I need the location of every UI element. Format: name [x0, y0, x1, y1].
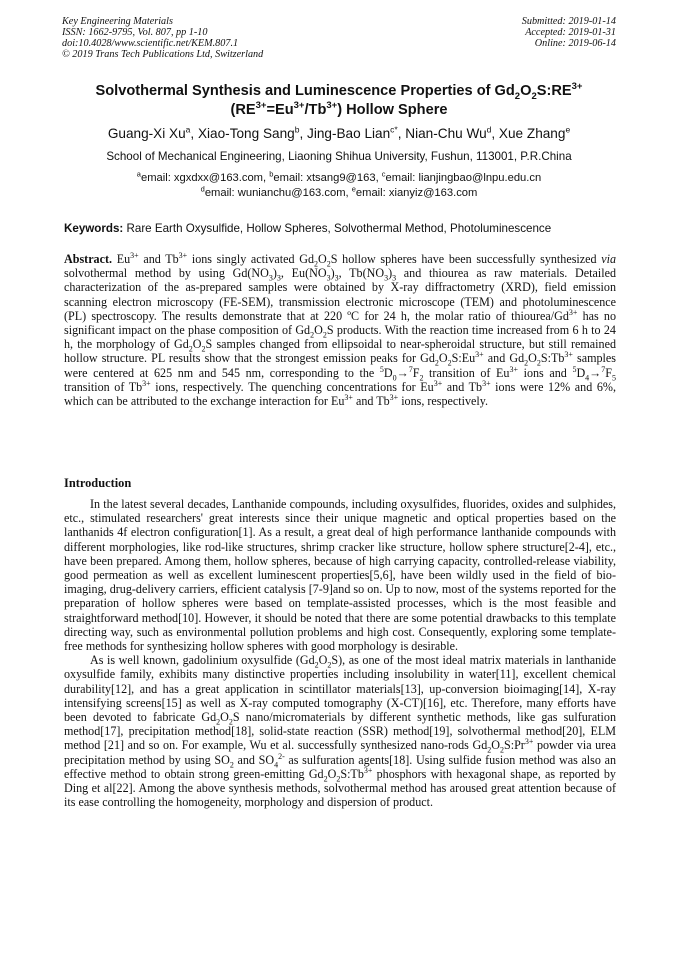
paper-title: Solvothermal Synthesis and Luminescence Properties of $Gd_2O_2S:RE^{3+}$ $(RE^{3+}=Eu^{3+}/Tb^{3+})$ Hollow Sphere — [95, 81, 583, 118]
keywords — [64, 222, 620, 236]
author: Nian-Chu Wu$^d$, — [405, 124, 499, 141]
author: Jing-Bao Lian$^{c*}$, — [307, 124, 406, 141]
affiliation: School of Mechanical Engineering, Liaoning Shihua University, Fushun, 113001, P.R.China — [106, 150, 572, 163]
introduction-heading: Introduction — [64, 476, 132, 490]
author: Xiao-Tong Sang$^b$, — [197, 124, 308, 141]
author: Xue Zhang$^e$ — [498, 124, 571, 141]
keywords-label: Keywords: — [64, 222, 124, 235]
introduction-body — [64, 497, 616, 809]
author-emails — [30, 171, 648, 201]
paragraph: In the latest several decades, Lanthanide compounds, including oxysulfides, fluorides, oxides and sulphides, etc., stimulated researchers' great interests since their unique magnetic and optical properties based on the lanthanids 4f electron configuration[1]. As a result, a great deal of high performance lanthanide compounds with different morphologies, like rod-like structures, shrimp cracker like structure, hollow sphere structure[2-4], etc., have been prepared. Among them, hollow spheres, because of high carrying capacity, controlled-release viability, good permeation as well as excellent luminescent properties[5,6], have been wildly used in the field of bio-imaging, drug-delivery carriers, efficient catalysis [7-9]and so on. Up to now, most of the systems reported for the preparation of hollow spheres were based on template-assisted processes, which is the most feasible and straightforward method[10]. However, it should be noted that there are some potential drawbacks to this template directing way, such as environmental pollution problems and high cost. Consequently, exploring some template-free methods for synthesizing hollow spheres with good morphology is desirable. — [64, 497, 616, 654]
abstract — [64, 252, 616, 408]
abstract-label: Abstract. — [64, 252, 113, 266]
doi-line: doi:10.4028/www.scientific.net/KEM.807.1 — [62, 38, 239, 49]
journal-header — [62, 16, 263, 60]
accepted-date: Accepted: 2019-01-31 — [525, 27, 616, 38]
abstract-text: $Eu^{3+}$ and $Tb^{3+}$ ions singly activated $Gd_2O_2S$ hollow spheres have been successfully synthesized via solvothermal method by using $Gd(NO_3)_3$, $Eu(NO_3)_3$, $Tb(NO_3)_3$ and thiourea as raw materials. Detailed characterization of the as-prepared samples were obtained by X-ray diffractometry (XRD), field emission scanning electron microscopy (FE-SEM), transmission electronic microscope (TEM) and photoluminescence (PL) spectroscopy. The results demonstrate that at 220 ºC for 24 h, the molar ratio of thiourea/$Gd^{3+}$ has no significant impact on the phase composition of $Gd_2O_2S$ products. With the reaction time increased from 6 h to 24 h, the morphology of $Gd_2O_2S$ samples changed from ellipsoidal to near-spheroidal structure, but still remained hollow structure. PL results show that the strongest emission peaks for $Gd_2O_2S:Eu^{3+}$ and $Gd_2O_2S:Tb^{3+}$ samples were centered at 625 nm and 545 nm, corresponding to the $^5D_0\to^7F_2$ transition of $Eu^{3+}$ ions and $^5D_4\to^7F_5$ transition of $Tb^{3+}$ ions, respectively. The quenching concentrations for $Eu^{3+}$ and $Tb^{3+}$ ions were 12% and 6%, which can be attributed to the exchange interaction for $Eu^{3+}$ and $Tb^{3+}$ ions, respectively. — [64, 250, 616, 409]
author: Guang-Xi Xu$^a$, — [107, 124, 198, 141]
journal-name: Key Engineering Materials — [62, 16, 173, 27]
submitted-date: Submitted: 2019-01-14 — [521, 16, 616, 27]
author-list — [30, 125, 648, 142]
issn-line: ISSN: 1662-9795, Vol. 807, pp 1-10 — [62, 27, 208, 38]
keywords-text: Rare Earth Oxysulfide, Hollow Spheres, Solvothermal Method, Photoluminescence — [123, 222, 552, 235]
email-line: $^a$email: xgxdxx@163.com, $^b$email: xtsang9@163, $^c$email: lianjingbao@lnpu.edu.cn — [136, 169, 542, 184]
dates-header — [522, 16, 616, 49]
copyright-line: © 2019 Trans Tech Publications Ltd, Switzerland — [62, 49, 264, 60]
email-line: $^d$email: wunianchu@163.com, $^e$email: xianyiz@163.com — [200, 184, 478, 199]
paragraph: As is well known, gadolinium oxysulfide $(Gd_2O_2S)$, as one of the most ideal matrix materials in lanthanide oxysulfide family, exhibits many distinctive properties including insolubility in water[11], excellent chemical durability[12], and has a great application in scintillator materials[13], up-conversion bioimaging[14], X-ray intensifying screens[15] as well as X-ray computed tomography (X-CT)[16], etc. Therefore, many efforts have been devoted to fabricate $Gd_2O_2S$ nano/micromaterials by different synthetic methods, like gas sulfuration method[17], precipitation method[18], solid-state reaction (SSR) method[19], solvothermal method[20], ELM method [21] and so on. For example, Wu et al. successfully synthesized nano-rods $Gd_2O_2S:Pr^{3+}$ powder via urea precipitation method by using $SO_2$ and $SO_4^{2-}$ as sulfuration agents[18]. Using sulfide fusion method was also an effective method to obtain strong green-emitting $Gd_2O_2S:Tb^{3+}$ phosphors with hexagonal shape, as reported by Ding et al[22]. Among the above synthesis methods, solvothermal method has aroused great attention because of its ease controlling the homogeneity, morphology and dispersion of product. — [64, 653, 617, 810]
online-date: Online: 2019-06-14 — [534, 38, 616, 49]
